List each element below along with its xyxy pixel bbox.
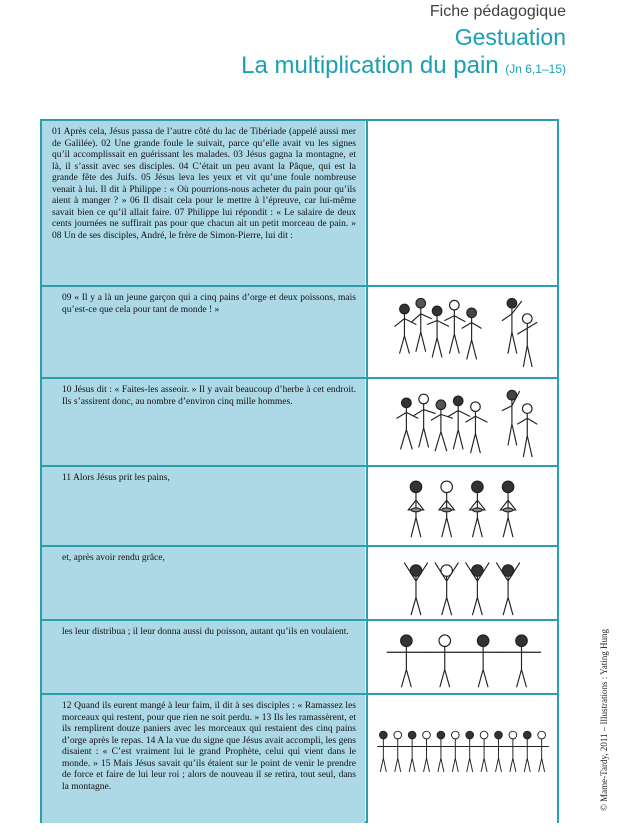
- table-row: [42, 465, 557, 547]
- page-title: [241, 52, 566, 80]
- row-text: 11 Alors Jésus prit les pains,: [42, 467, 365, 547]
- copyright-credit: © Mame-Tardy, 2011 – Illustrations : Yating Hung: [599, 628, 609, 811]
- arms-raised-drawing: [368, 547, 557, 621]
- row-text: et, après avoir rendu grâce,: [42, 547, 365, 621]
- group-sitting-drawing: [368, 379, 557, 467]
- table-row: [42, 693, 557, 823]
- arms-spread-drawing: [368, 621, 557, 695]
- row-text: 10 Jésus dit : « Faites-les asseoir. » Il y avait beaucoup d’herbe à cet endroit. Ils s’assirent donc, au nombre d’environ cinq mille hommes.: [42, 379, 365, 467]
- table-row: [42, 619, 557, 695]
- illustration-holding-bread: [366, 467, 557, 547]
- holding-hands-drawing: [368, 695, 557, 823]
- illustration-group-walking: [366, 287, 557, 379]
- group-walking-drawing: [368, 287, 557, 379]
- row-text: 09 « Il y a là un jeune garçon qui a cinq pains d’orge et deux poissons, mais qu’est-ce que cela pour tant de monde ! »: [42, 287, 365, 379]
- gesture-table: [40, 119, 559, 823]
- holding-bread-drawing: [368, 467, 557, 547]
- row-text: 01 Après cela, Jésus passa de l’autre côté du lac de Tibériade (appelé aussi mer de Galilée). 02 Une grande foule le suivait, parce qu’elle avait vu les signes qu’il accomplissait en guérissant les malades. 03 Jésus gagna la montagne, et là, il s’assit avec ses disciples. 04 C’était un peu avant la Pâque, qui est la grande fête des Juifs. 05 Jésus leva les yeux et vit qu’une foule nombreuse venait à lui. Il dit à Philippe : « Où pourrions-nous acheter du pain pour qu’ils aient à manger ? » 06 Il disait cela pour le mettre à l’épreuve, car lui-même savait bien ce qu’il allait faire. 07 Philippe lui répondit : « Le salaire de deux cents journées ne suffirait pas pour que chacun ait un petit morceau de pain. » 08 Un de ses disciples, André, le frère de Simon-Pierre, lui dit :: [42, 121, 365, 285]
- table-row: [42, 545, 557, 621]
- sheet-label: Fiche pédagogique: [429, 3, 566, 20]
- scripture-reference: (Jn 6,1–15): [505, 62, 566, 76]
- row-text: les leur distribua ; il leur donna aussi du poisson, autant qu’ils en voulaient.: [42, 621, 365, 695]
- row-text: 12 Quand ils eurent mangé à leur faim, il dit à ses disciples : « Ramassez les morceaux qui restent, pour que rien ne soit perdu. » 13 Ils les ramassèrent, et ils remplirent douze paniers avec les morceaux qui restaient des cinq pains d’orge après le repas. 14 A la vue du signe que Jésus avait accompli, les gens disaient : « C’est vraiment lui le grand Prophète, celui qui vient dans le monde. » 15 Mais Jésus savait qu’ils étaient sur le point de venir le prendre de force et faire de lui leur roi ; alors de nouveau il se retira, tout seul, dans la montagne.: [42, 695, 365, 823]
- illustration-holding-hands: [366, 695, 557, 823]
- title-text: La multiplication du pain: [241, 52, 499, 79]
- table-row: [42, 285, 557, 379]
- sheet-subtitle: Gestuation: [454, 24, 566, 50]
- empty-illustration-cell: [366, 121, 557, 285]
- table-row: [42, 377, 557, 467]
- illustration-group-sitting: [366, 379, 557, 467]
- illustration-arms-raised: [366, 547, 557, 621]
- table-row: [42, 121, 557, 285]
- illustration-arms-spread: [366, 621, 557, 695]
